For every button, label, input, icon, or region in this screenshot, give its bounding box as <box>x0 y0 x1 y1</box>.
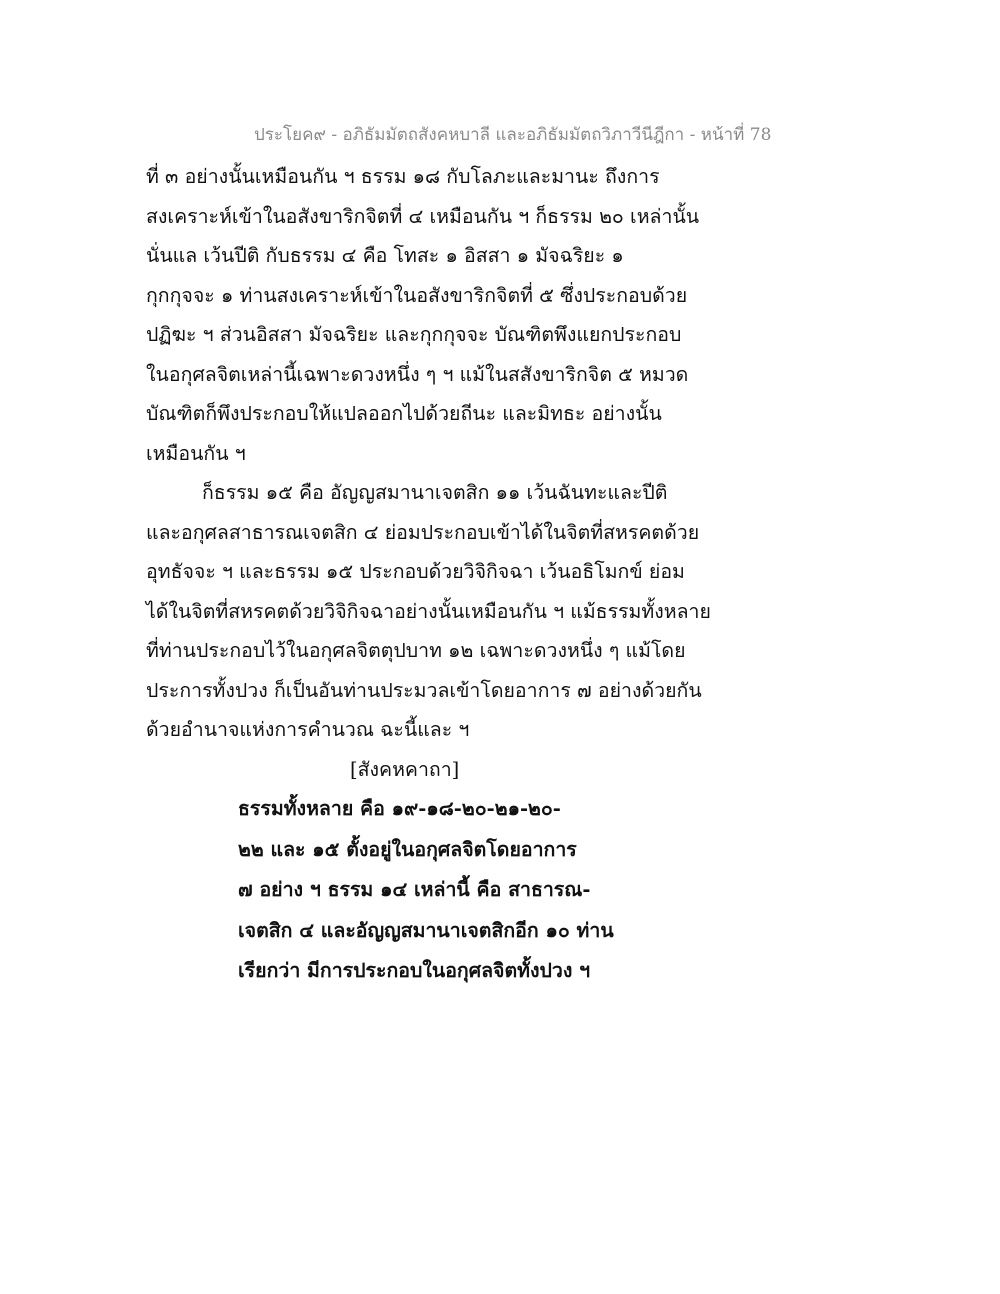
section-heading: [สังคหคาถา] <box>350 758 460 781</box>
verse-line: ธรรมทั้งหลาย คือ ๑๙-๑๘-๒๐-๒๑-๒๐- <box>238 797 561 820</box>
verse-line: เจตสิก ๔ และอัญญสมานาเจตสิกอีก ๑๐ ท่าน <box>238 918 614 942</box>
verse-line: ๗ อย่าง ฯ ธรรม ๑๔ เหล่านี้ คือ สาธารณ- <box>238 878 591 901</box>
verse-line: ๒๒ และ ๑๕ ตั้งอยู่ในอกุศลจิตโดยอาการ <box>238 837 577 861</box>
text-line: ปฏิฆะ ฯ ส่วนอิสสา มัจฉริยะ และกุกกุจจะ บัณฑิตพึงแยกประกอบ <box>146 323 682 346</box>
text-line: สงเคราะห์เข้าในอสังขาริกจิตที่ ๔ เหมือนกัน ฯ ก็ธรรม ๒๐ เหล่านั้น <box>146 204 700 228</box>
text-line: บัณฑิตก็พึงประกอบให้แปลออกไปด้วยถีนะ และมิทธะ อย่างนั้น <box>146 402 662 425</box>
text-line: ด้วยอำนาจแห่งการคำนวณ ฉะนี้และ ฯ <box>146 718 470 741</box>
text-line: ในอกุศลจิตเหล่านี้เฉพาะดวงหนึ่ง ๆ ฯ แม้ในสสังขาริกจิต ๕ หมวด <box>146 362 689 386</box>
text-line: ที่ ๓ อย่างนั้นเหมือนกัน ฯ ธรรม ๑๘ กับโลภะและมานะ ถึงการ <box>146 165 660 188</box>
text-line: ที่ท่านประกอบไว้ในอกุศลจิตตุปบาท ๑๒ เฉพาะดวงหนึ่ง ๆ แม้โดย <box>146 639 686 662</box>
body-paragraphs <box>146 157 711 750</box>
verse-block <box>238 789 658 992</box>
verse-line: เรียกว่า มีการประกอบในอกุศลจิตทั้งปวง ฯ <box>238 959 591 982</box>
text-line: เหมือนกัน ฯ <box>146 441 246 465</box>
paragraph-start-line: ก็ธรรม ๑๕ คือ อัญญสมานาเจตสิก ๑๑ เว้นฉันทะและปีติ <box>202 481 668 504</box>
text-line: ประการทั้งปวง ก็เป็นอันท่านประมวลเข้าโดยอาการ ๗ อย่างด้วยกัน <box>146 678 702 702</box>
text-line: อุทธัจจะ ฯ และธรรม ๑๕ ประกอบด้วยวิจิกิจฉา เว้นอธิโมกข์ ย่อม <box>146 560 685 583</box>
text-line: และอกุศลสาธารณเจตสิก ๔ ย่อมประกอบเข้าได้ในจิตที่สหรคตด้วย <box>146 520 700 544</box>
page-header: ประโยค๙ - อภิธัมมัตถสังคหบาลี และอภิธัมมัตถวิภาวีนีฎีกา - หน้าที่ 78 <box>254 125 772 145</box>
text-line: ได้ในจิตที่สหรคตด้วยวิจิกิจฉาอย่างนั้นเหมือนกัน ฯ แม้ธรรมทั้งหลาย <box>146 599 711 623</box>
text-line: นั่นแล เว้นปีติ กับธรรม ๔ คือ โทสะ ๑ อิสสา ๑ มัจฉริยะ ๑ <box>146 244 624 267</box>
text-line: กุกกุจจะ ๑ ท่านสงเคราะห์เข้าในอสังขาริกจิตที่ ๕ ซึ่งประกอบด้วย <box>146 283 688 307</box>
